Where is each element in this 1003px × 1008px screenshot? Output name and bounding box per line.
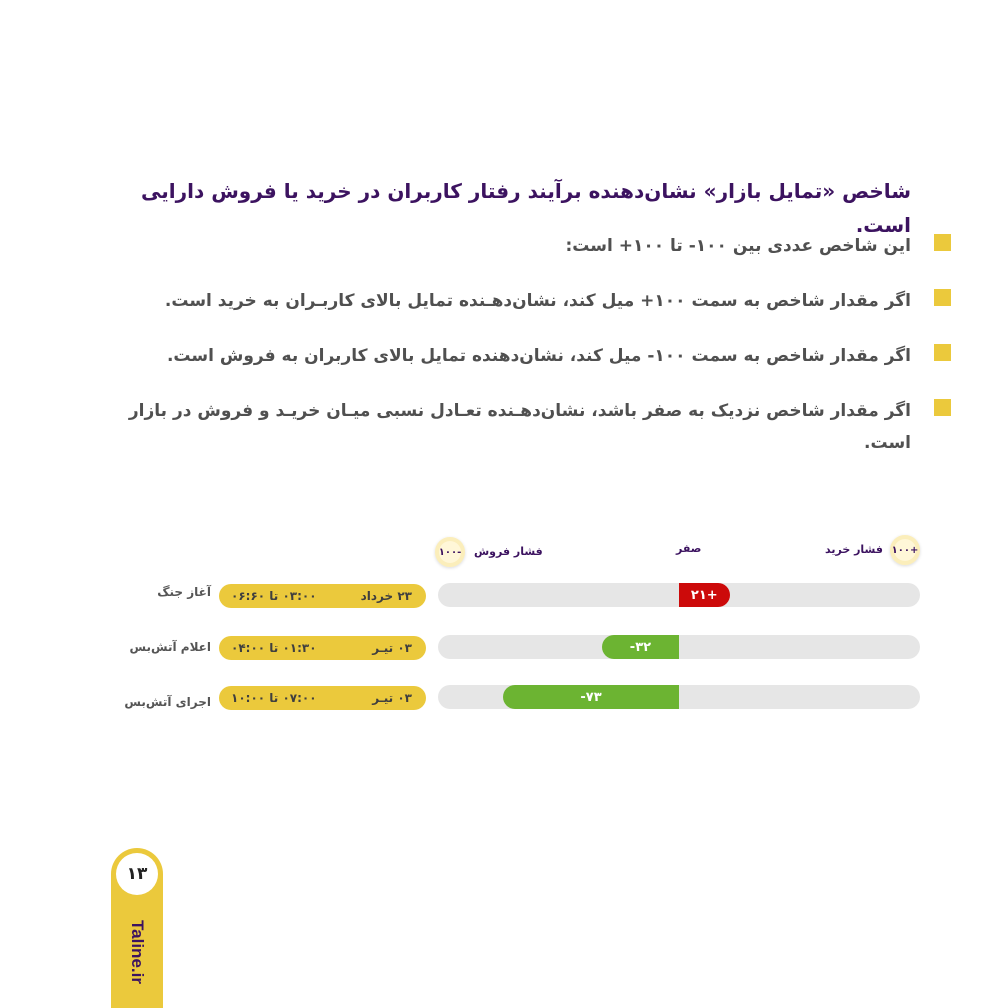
bar-track (438, 583, 920, 607)
bullet-item (96, 340, 951, 372)
bullet-item (96, 285, 951, 317)
scale-min-badge: ۱۰۰- (435, 537, 465, 567)
bullet-square-icon (934, 399, 951, 416)
time-range: ۰۷:۰۰ تا ۱۰:۰۰ (231, 691, 317, 705)
scale-zero-label: صفر (676, 542, 702, 555)
event-label: اعلام آتش‌بس (129, 640, 211, 654)
bullet-text: اگر مقدار شاخص به سمت ۱۰۰- میل کند، نشان‌دهنده تمایل بالای کاربران به فروش است. (166, 346, 911, 366)
bar-value-label: -۳۲ (629, 639, 652, 655)
date-pill (219, 636, 426, 660)
event-label: اجرای آتش‌بس (124, 695, 211, 709)
time-range: ۰۳:۰۰ تا ۰۶:۶۰ (231, 589, 317, 603)
date: ۲۳ خرداد (360, 589, 412, 603)
page-tab (111, 848, 163, 1008)
bar-fill (602, 635, 679, 659)
bullet-square-icon (934, 344, 951, 361)
page-number: ۱۳ (116, 853, 158, 895)
bar-fill (503, 685, 679, 709)
bullet-item (96, 230, 951, 262)
bar-value-label: ۲۱+ (690, 587, 718, 603)
bar-value-label: -۷۳ (580, 689, 602, 705)
bullet-text: اگر مقدار شاخص نزدیک به صفر باشد، نشان‌دهـنده تعـادل نسبی میـان خریـد و فروش در بازار است. (128, 401, 911, 453)
event-label: آغاز جنگ (157, 585, 211, 599)
bullet-square-icon (934, 289, 951, 306)
scale-max-badge: ۱۰۰+ (890, 535, 920, 565)
scale-buy-pressure-label: فشار خرید (825, 543, 883, 556)
bullet-square-icon (934, 234, 951, 251)
scale-sell-pressure-label: فشار فروش (474, 545, 543, 558)
date-pill (219, 584, 426, 608)
bar-fill (679, 583, 730, 607)
bullet-text: این شاخص عددی بین ۱۰۰- تا ۱۰۰+ است: (565, 236, 911, 256)
bullet-list (96, 230, 951, 482)
heading: شاخص «تمایل بازار» نشان‌دهنده برآیند رفتار کاربران در خرید یا فروش دارایی است. (141, 179, 911, 237)
brand-text: Taline.ir (128, 920, 147, 984)
bullet-text: اگر مقدار شاخص به سمت ۱۰۰+ میل کند، نشان‌دهـنده تمایل بالای کاربـران به خرید است. (164, 291, 911, 311)
time-range: ۰۱:۳۰ تا ۰۴:۰۰ (231, 641, 317, 655)
date-pill (219, 686, 426, 710)
bullet-item (96, 395, 951, 459)
bar-track (438, 635, 920, 659)
date: ۰۳ تیـر (372, 641, 412, 655)
bar-track (438, 685, 920, 709)
date: ۰۳ تیـر (372, 691, 412, 705)
